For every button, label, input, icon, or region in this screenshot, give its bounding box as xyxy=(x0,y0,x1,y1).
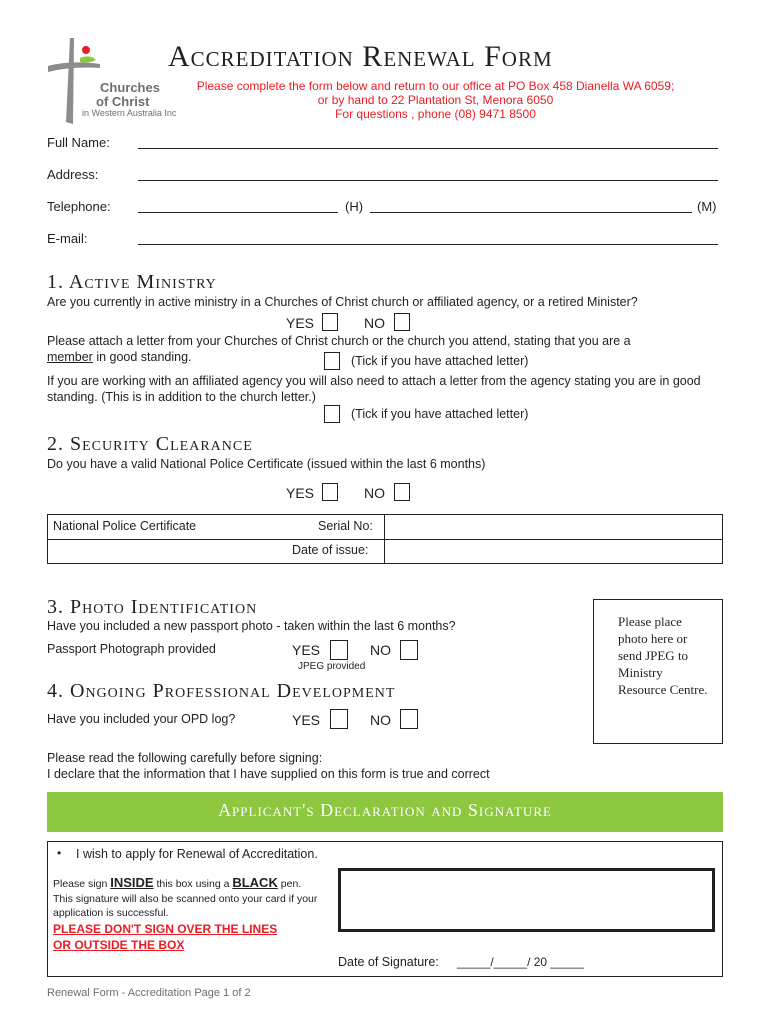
address-label: Address: xyxy=(47,167,99,182)
sign-text-c: pen. xyxy=(277,878,302,890)
section2-no-label: NO xyxy=(364,485,385,501)
signature-section xyxy=(47,841,723,977)
date-of-issue-label: Date of issue: xyxy=(292,543,369,557)
instructions-line1: Please complete the form below and return to our office at PO Box 458 Dianella WA 6059; xyxy=(196,79,675,93)
sign-black-emphasis: BLACK xyxy=(232,875,278,890)
church-letter-checkbox[interactable] xyxy=(324,352,340,370)
full-name-field[interactable] xyxy=(138,148,718,149)
sign-text-a: Please sign xyxy=(53,878,111,890)
church-letter-tick-label: (Tick if you have attached letter) xyxy=(351,354,529,368)
bullet-icon: • xyxy=(57,846,62,860)
passport-provided-label: Passport Photograph provided xyxy=(47,642,216,656)
section1-no-label: NO xyxy=(364,315,385,331)
renewal-wish-text: I wish to apply for Renewal of Accreditation. xyxy=(76,847,318,861)
declaration-banner-title: Applicant's Declaration and Signature xyxy=(218,800,552,820)
date-of-signature-label: Date of Signature: xyxy=(338,955,439,969)
section1-title: 1. Active Ministry xyxy=(47,271,217,293)
section3-no-checkbox[interactable] xyxy=(400,640,418,660)
section2-question: Do you have a valid National Police Certificate (issued within the last 6 months) xyxy=(47,457,486,471)
telephone-label: Telephone: xyxy=(47,199,111,214)
email-field[interactable] xyxy=(138,244,718,245)
org-name-line2: of Christ xyxy=(96,94,150,109)
serial-no-input[interactable] xyxy=(386,515,722,539)
footer-text: Renewal Form - Accreditation Page 1 of 2 xyxy=(47,987,251,999)
section4-yes-label: YES xyxy=(292,712,321,728)
section3-yes-label: YES xyxy=(292,642,321,658)
agency-letter-tick-label: (Tick if you have attached letter) xyxy=(351,407,529,421)
form-title: Accreditation Renewal Form xyxy=(168,40,553,73)
instructions-line2: or by hand to 22 Plantation St, Menora 6050 xyxy=(317,93,554,107)
warning-line2: OR OUTSIDE THE BOX xyxy=(53,938,185,952)
section4-question: Have you included your OPD log? xyxy=(47,712,236,726)
attach-text-b: in good standing. xyxy=(92,350,192,364)
org-name-line1: Churches xyxy=(100,80,160,95)
warning-line1: PLEASE DON'T SIGN OVER THE LINES xyxy=(53,922,278,936)
section4-no-checkbox[interactable] xyxy=(400,709,418,729)
date-of-signature-field[interactable]: _____/_____/ 20 _____ xyxy=(457,955,584,969)
instructions-line3: For questions , phone (08) 9471 8500 xyxy=(335,107,536,121)
address-field[interactable] xyxy=(138,180,718,181)
declare-statement: I declare that the information that I have supplied on this form is true and correct xyxy=(47,767,490,781)
photo-placeholder-box[interactable] xyxy=(593,599,723,744)
section4-title: 4. Ongoing Professional Development xyxy=(47,680,396,702)
attach-member: member xyxy=(47,350,93,364)
agency-letter-text: If you are working with an affiliated agency you will also need to attach a letter from the agency stating you are in good standing. (This is in addition to the church letter.) xyxy=(47,374,701,404)
email-label: E-mail: xyxy=(47,231,88,246)
section3-yes-checkbox[interactable] xyxy=(330,640,348,660)
section1-yes-label: YES xyxy=(286,315,315,331)
section2-yes-label: YES xyxy=(286,485,315,501)
read-carefully-note: Please read the following carefully before signing: xyxy=(47,751,323,765)
telephone-mobile-field[interactable] xyxy=(370,212,692,213)
section2-no-checkbox[interactable] xyxy=(394,483,410,501)
photo-box-text: Please place photo here or send JPEG to Ministry Resource Centre. xyxy=(618,614,708,697)
section3-title: 3. Photo Identification xyxy=(47,596,258,618)
home-suffix: (H) xyxy=(345,199,364,214)
jpeg-provided-note: JPEG provided xyxy=(298,661,366,672)
sign-instructions xyxy=(53,876,333,891)
section2-yes-checkbox[interactable] xyxy=(322,483,338,501)
org-name-sub: in Western Australia Inc xyxy=(82,108,177,118)
telephone-home-field[interactable] xyxy=(138,212,338,213)
section4-yes-checkbox[interactable] xyxy=(330,709,348,729)
sign-inside-emphasis: INSIDE xyxy=(110,875,154,890)
attach-text-a: Please attach a letter from your Churches of Christ church or the church you attend, stating that you are a xyxy=(47,334,631,348)
section1-no-checkbox[interactable] xyxy=(394,313,410,331)
section3-question: Have you included a new passport photo - taken within the last 6 months? xyxy=(47,619,456,633)
police-certificate-label: National Police Certificate xyxy=(53,519,197,533)
signature-box[interactable] xyxy=(338,868,715,932)
agency-letter-checkbox[interactable] xyxy=(324,405,340,423)
section1-question: Are you currently in active ministry in a Churches of Christ church or affiliated agency, or a retired Minister? xyxy=(47,295,638,309)
section2-title: 2. Security Clearance xyxy=(47,433,253,455)
declaration-banner xyxy=(47,792,723,832)
section3-no-label: NO xyxy=(370,642,391,658)
mobile-suffix: (M) xyxy=(697,199,717,214)
serial-no-label: Serial No: xyxy=(318,519,373,533)
section4-no-label: NO xyxy=(370,712,391,728)
date-of-issue-input[interactable] xyxy=(386,540,722,563)
sign-text-b: this box using a xyxy=(153,878,233,890)
scan-note: This signature will also be scanned onto your card if your application is successful. xyxy=(53,893,318,919)
police-certificate-table xyxy=(47,514,723,564)
full-name-label: Full Name: xyxy=(47,135,110,150)
section1-yes-checkbox[interactable] xyxy=(322,313,338,331)
